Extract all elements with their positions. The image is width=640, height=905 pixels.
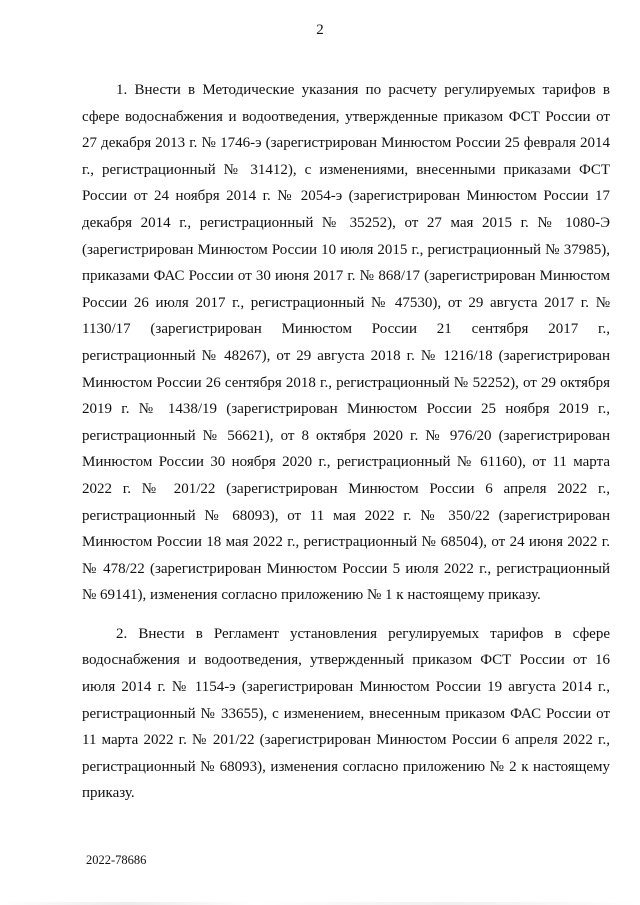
paragraph-1: 1. Внести в Методические указания по расчету регулируемых тарифов в сфере водоснабжения и водоотведения, утвержденные приказом ФСТ России от 27 декабря 2013 г. № 1746-э (зарегистрирован Минюстом России 25 февраля 2014 г., регистрационный № 31412), с изменениями, внесенными приказами ФСТ России от 24 ноября 2014 г. № 2054-э (зарегистрирован Минюстом России 17 декабря 2014 г., регистрационный № 35252), от 27 мая 2015 г. № 1080-Э (зарегистрирован Минюстом России 10 июля 2015 г., регистрационный № 37985), приказами ФАС России от 30 июня 2017 г. № 868/17 (зарегистрирован Минюстом России 26 июля 2017 г., регистрационный № 47530), от 29 августа 2017 г. № 1130/17 (зарегистрирован Минюстом России 21 сентября 2017 г., регистрационный № 48267), от 29 августа 2018 г. № 1216/18 (зарегистрирован Минюстом России 26 сентября 2018 г., регистрационный № 52252), от 29 октября 2019 г. № 1438/19 (зарегистрирован Минюстом России 25 ноября 2019 г., регистрационный № 56621), от 8 октября 2020 г. № 976/20 (зарегистрирован Минюстом России 30 ноября 2020 г., регистрационный № 61160), от 11 марта 2022 г. № 201/22 (зарегистрирован Минюстом России 6 апреля 2022 г., регистрационный № 68093), от 11 мая 2022 г. № 350/22 (зарегистрирован Минюстом России 18 мая 2022 г., регистрационный № 68504), от 24 июня 2022 г. № 478/22 (зарегистрирован Минюстом России 5 июля 2022 г., регистрационный № 69141), изменения согласно приложению № 1 к настоящему приказу. (82, 82, 610, 604)
document-registration-code: 2022-78686 (86, 853, 147, 867)
document-body (82, 77, 610, 819)
page-number: 2 (316, 22, 324, 38)
paragraph-2: 2. Внести в Регламент установления регулируемых тарифов в сфере водоснабжения и водоотведения, утвержденный приказом ФСТ России от 16 июля 2014 г. № 1154-э (зарегистрирован Минюстом России 19 августа 2014 г., регистрационный № 33655), с изменением, внесенным приказом ФАС России от 11 марта 2022 г. № 201/22 (зарегистрирован Минюстом России 6 апреля 2022 г., регистрационный № 68093), изменения согласно приложению № 2 к настоящему приказу. (82, 625, 610, 802)
